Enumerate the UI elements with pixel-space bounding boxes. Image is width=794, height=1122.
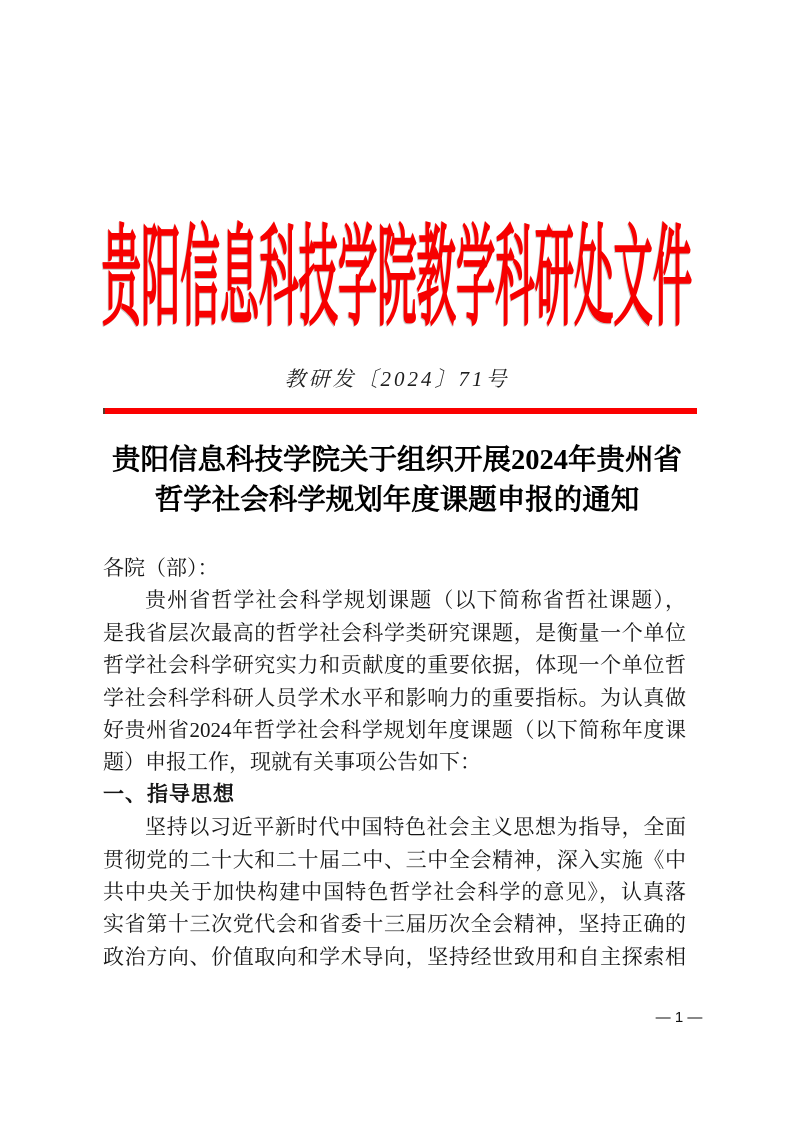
section-heading: 一、指导思想 (103, 782, 235, 806)
body-line: 贵州省哲学社会科学规划课题（以下简称省哲社课题）， (145, 588, 686, 613)
document-title (52, 441, 742, 521)
body-line: 坚持以习近平新时代中国特色社会主义思想为指导，全面 (145, 815, 686, 840)
body-line: 共中央关于加快构建中国特色哲学社会科学的意见》，认真落 (103, 880, 686, 905)
salutation-line: 各院（部）： (103, 556, 219, 580)
document-title-line2: 哲学社会科学规划年度课题申报的通知 (154, 485, 640, 516)
body-line: 好贵州省2024年哲学社会科学规划年度课题（以下简称年度课 (103, 718, 686, 743)
body-line: 贯彻党的二十大和二十届二中、三中全会精神，深入实施《中 (103, 847, 686, 872)
body-line: 题）申报工作，现就有关事项公告如下： (103, 750, 481, 775)
document-title-line1: 贵阳信息科技学院关于组织开展2024年贵州省 (111, 445, 682, 476)
body-line: 是我省层次最高的哲学社会科学类研究课题，是衡量一个单位 (103, 620, 686, 645)
body-line: 哲学社会科学研究实力和贡献度的重要依据，体现一个单位哲 (103, 653, 686, 678)
letterhead-org-title: 贵阳信息科技学院教学科研处文件 (101, 218, 693, 341)
page-number: — 1 — (655, 1009, 703, 1026)
document-body (103, 552, 686, 973)
body-line: 政治方向、价值取向和学术导向，坚持经世致用和自主探索相 (103, 944, 686, 969)
body-line: 学社会科学科研人员学术水平和影响力的重要指标。为认真做 (103, 685, 686, 710)
doc-reference-number: 教研发〔2024〕71号 (284, 367, 510, 391)
red-divider-line (103, 408, 697, 414)
body-line: 实省第十三次党代会和省委十三届历次全会精神，坚持正确的 (103, 912, 686, 937)
